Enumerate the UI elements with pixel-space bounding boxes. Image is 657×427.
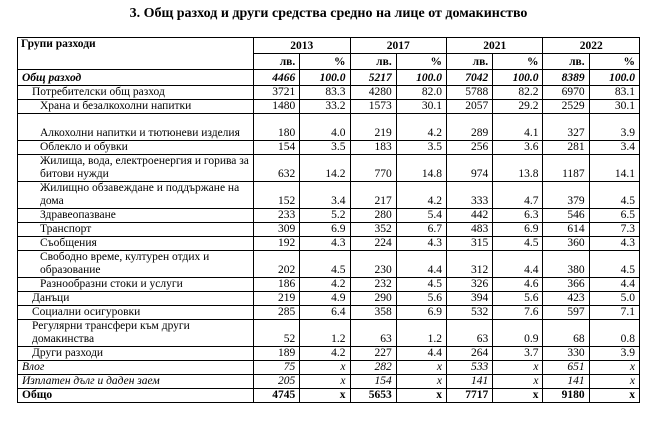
value-lv-cell: 483 [447,223,493,237]
value-pct-cell: 3.4 [589,141,639,155]
row-label: Съобщения [18,237,254,251]
value-pct-cell: 30.1 [589,100,639,114]
value-pct-cell: x [589,361,639,375]
value-pct-cell: 83.3 [300,86,350,100]
table-row [18,375,640,389]
value-lv-cell: 632 [254,155,300,182]
value-pct-cell: 100.0 [493,70,543,86]
value-lv-cell: 974 [447,155,493,182]
row-label: Здравеопазване [18,209,254,223]
value-pct-cell: 4.2 [300,278,350,292]
value-lv-cell: 152 [254,182,300,209]
value-lv-cell: 75 [254,361,300,375]
value-pct-cell: x [300,375,350,389]
value-lv-cell: 217 [350,182,396,209]
row-label: Общ разход [18,70,254,86]
value-lv-cell: 352 [350,223,396,237]
value-pct-cell: x [493,389,543,403]
value-lv-cell: 219 [350,114,396,141]
table-row [18,209,640,223]
value-pct-cell: 100.0 [589,70,639,86]
value-lv-cell: 52 [254,320,300,347]
value-pct-cell: 14.2 [300,155,350,182]
table-row [18,86,640,100]
value-lv-cell: 3721 [254,86,300,100]
row-label: Други разходи [18,347,254,361]
value-lv-cell: 330 [543,347,589,361]
row-label: Регулярни трансфери към други домакинства [18,320,254,347]
value-pct-cell: 0.9 [493,320,543,347]
value-lv-cell: 180 [254,114,300,141]
value-lv-cell: 7042 [447,70,493,86]
value-pct-cell: 4.4 [589,278,639,292]
row-label: Облекло и обувки [18,141,254,155]
value-lv-cell: 4745 [254,389,300,403]
value-pct-cell: 5.6 [493,292,543,306]
value-pct-cell: 29.2 [493,100,543,114]
value-pct-cell: 30.1 [396,100,446,114]
value-lv-cell: 63 [447,320,493,347]
value-lv-cell: 651 [543,361,589,375]
value-pct-cell: 14.1 [589,155,639,182]
table-row [18,182,640,209]
value-pct-cell: 5.6 [396,292,446,306]
value-pct-cell: 7.6 [493,306,543,320]
value-lv-cell: 63 [350,320,396,347]
value-lv-cell: 183 [350,141,396,155]
row-label: Социални осигуровки [18,306,254,320]
value-pct-cell: 33.2 [300,100,350,114]
value-pct-cell: 6.9 [396,306,446,320]
value-pct-cell: 6.9 [493,223,543,237]
value-pct-cell: 3.7 [493,347,543,361]
value-pct-cell: 7.1 [589,306,639,320]
header-row-years [18,38,640,54]
table-row [18,141,640,155]
value-lv-cell: 192 [254,237,300,251]
value-pct-cell: 1.2 [300,320,350,347]
unit-header-lv: лв. [350,54,396,70]
value-lv-cell: 154 [254,141,300,155]
value-pct-cell: 4.7 [493,182,543,209]
row-label: Жилища, вода, електроенергия и горива за битови нужди [18,155,254,182]
value-pct-cell: 5.4 [396,209,446,223]
value-pct-cell: 4.2 [396,182,446,209]
value-lv-cell: 597 [543,306,589,320]
value-lv-cell: 141 [543,375,589,389]
unit-header-pct: % [300,54,350,70]
row-label: Жилищно обзавеждане и поддържане на дома [18,182,254,209]
table-row [18,155,640,182]
value-lv-cell: 770 [350,155,396,182]
row-label: Храна и безалкохолни напитки [18,100,254,114]
value-pct-cell: 5.0 [589,292,639,306]
value-pct-cell: 6.5 [589,209,639,223]
value-lv-cell: 154 [350,375,396,389]
value-lv-cell: 224 [350,237,396,251]
value-lv-cell: 326 [447,278,493,292]
value-lv-cell: 358 [350,306,396,320]
value-lv-cell: 614 [543,223,589,237]
year-header: 2013 [254,38,350,54]
table-row [18,237,640,251]
value-lv-cell: 315 [447,237,493,251]
value-lv-cell: 312 [447,251,493,278]
unit-header-pct: % [589,54,639,70]
value-pct-cell: x [396,389,446,403]
value-lv-cell: 532 [447,306,493,320]
value-pct-cell: x [589,389,639,403]
value-lv-cell: 1187 [543,155,589,182]
value-lv-cell: 9180 [543,389,589,403]
value-lv-cell: 5653 [350,389,396,403]
value-lv-cell: 285 [254,306,300,320]
year-header: 2021 [447,38,543,54]
value-lv-cell: 68 [543,320,589,347]
value-lv-cell: 5788 [447,86,493,100]
value-lv-cell: 232 [350,278,396,292]
value-pct-cell: 4.2 [300,347,350,361]
group-column-header: Групи разходи [18,38,254,70]
value-pct-cell: x [396,375,446,389]
unit-header-lv: лв. [254,54,300,70]
value-lv-cell: 360 [543,237,589,251]
value-lv-cell: 219 [254,292,300,306]
value-lv-cell: 205 [254,375,300,389]
value-lv-cell: 233 [254,209,300,223]
row-label: Транспорт [18,223,254,237]
value-pct-cell: 82.0 [396,86,446,100]
value-lv-cell: 394 [447,292,493,306]
value-pct-cell: x [493,375,543,389]
value-lv-cell: 202 [254,251,300,278]
value-lv-cell: 366 [543,278,589,292]
value-pct-cell: 4.5 [300,251,350,278]
value-lv-cell: 309 [254,223,300,237]
row-label: Потребителски общ разход [18,86,254,100]
value-pct-cell: 4.5 [493,237,543,251]
value-lv-cell: 442 [447,209,493,223]
row-label: Влог [18,361,254,375]
value-pct-cell: 0.8 [589,320,639,347]
value-pct-cell: 1.2 [396,320,446,347]
row-label: Общо [18,389,254,403]
value-pct-cell: 3.5 [396,141,446,155]
value-lv-cell: 327 [543,114,589,141]
value-lv-cell: 423 [543,292,589,306]
value-pct-cell: x [589,375,639,389]
value-lv-cell: 281 [543,141,589,155]
table-row [18,114,640,141]
year-header: 2022 [543,38,640,54]
unit-header-pct: % [396,54,446,70]
value-pct-cell: 83.1 [589,86,639,100]
value-lv-cell: 333 [447,182,493,209]
value-pct-cell: 4.3 [589,237,639,251]
expenditure-table [17,37,640,403]
table-row [18,306,640,320]
value-lv-cell: 1480 [254,100,300,114]
value-lv-cell: 4280 [350,86,396,100]
value-pct-cell: 13.8 [493,155,543,182]
value-pct-cell: 6.7 [396,223,446,237]
value-lv-cell: 282 [350,361,396,375]
table-row [18,361,640,375]
value-pct-cell: 4.5 [589,251,639,278]
value-lv-cell: 227 [350,347,396,361]
page-title: 3. Общ разход и други средства средно на лице от домакинство [129,6,528,21]
unit-header-pct: % [493,54,543,70]
value-pct-cell: 4.1 [493,114,543,141]
value-lv-cell: 546 [543,209,589,223]
table-row [18,278,640,292]
value-pct-cell: 3.5 [300,141,350,155]
value-pct-cell: x [493,361,543,375]
value-lv-cell: 2057 [447,100,493,114]
unit-header-lv: лв. [543,54,589,70]
value-pct-cell: 6.9 [300,223,350,237]
value-lv-cell: 6970 [543,86,589,100]
value-pct-cell: 4.5 [589,182,639,209]
value-pct-cell: 4.0 [300,114,350,141]
value-pct-cell: 4.4 [396,251,446,278]
value-lv-cell: 8389 [543,70,589,86]
table-row [18,251,640,278]
year-header: 2017 [350,38,446,54]
value-pct-cell: 4.3 [396,237,446,251]
value-pct-cell: 100.0 [300,70,350,86]
value-lv-cell: 7717 [447,389,493,403]
value-pct-cell: 4.9 [300,292,350,306]
value-lv-cell: 230 [350,251,396,278]
value-pct-cell: x [396,361,446,375]
value-pct-cell: 82.2 [493,86,543,100]
row-label: Изплатен дълг и даден заем [18,375,254,389]
value-pct-cell: 4.3 [300,237,350,251]
table-row [18,223,640,237]
table-row [18,70,640,86]
value-pct-cell: x [300,389,350,403]
value-lv-cell: 264 [447,347,493,361]
value-pct-cell: 3.9 [589,347,639,361]
value-lv-cell: 379 [543,182,589,209]
value-pct-cell: 4.2 [396,114,446,141]
value-pct-cell: 100.0 [396,70,446,86]
value-lv-cell: 4466 [254,70,300,86]
value-pct-cell: 6.4 [300,306,350,320]
value-lv-cell: 5217 [350,70,396,86]
value-pct-cell: 4.5 [396,278,446,292]
value-pct-cell: 3.9 [589,114,639,141]
value-pct-cell: 6.3 [493,209,543,223]
value-lv-cell: 186 [254,278,300,292]
value-lv-cell: 141 [447,375,493,389]
row-label: Данъци [18,292,254,306]
value-lv-cell: 1573 [350,100,396,114]
value-pct-cell: 4.4 [396,347,446,361]
value-pct-cell: 3.6 [493,141,543,155]
value-pct-cell: 4.6 [493,278,543,292]
table-row [18,320,640,347]
table-row [18,292,640,306]
value-pct-cell: 4.4 [493,251,543,278]
table-row [18,100,640,114]
value-lv-cell: 256 [447,141,493,155]
value-lv-cell: 2529 [543,100,589,114]
value-lv-cell: 533 [447,361,493,375]
value-pct-cell: 7.3 [589,223,639,237]
value-pct-cell: 5.2 [300,209,350,223]
unit-header-lv: лв. [447,54,493,70]
value-lv-cell: 380 [543,251,589,278]
value-lv-cell: 280 [350,209,396,223]
value-pct-cell: x [300,361,350,375]
table-row [18,389,640,403]
row-label: Свободно време, културен отдих и образование [18,251,254,278]
value-lv-cell: 289 [447,114,493,141]
value-pct-cell: 14.8 [396,155,446,182]
row-label: Алкохолни напитки и тютюневи изделия [18,114,254,141]
table-row [18,347,640,361]
value-lv-cell: 290 [350,292,396,306]
value-lv-cell: 189 [254,347,300,361]
row-label: Разнообразни стоки и услуги [18,278,254,292]
value-pct-cell: 3.4 [300,182,350,209]
